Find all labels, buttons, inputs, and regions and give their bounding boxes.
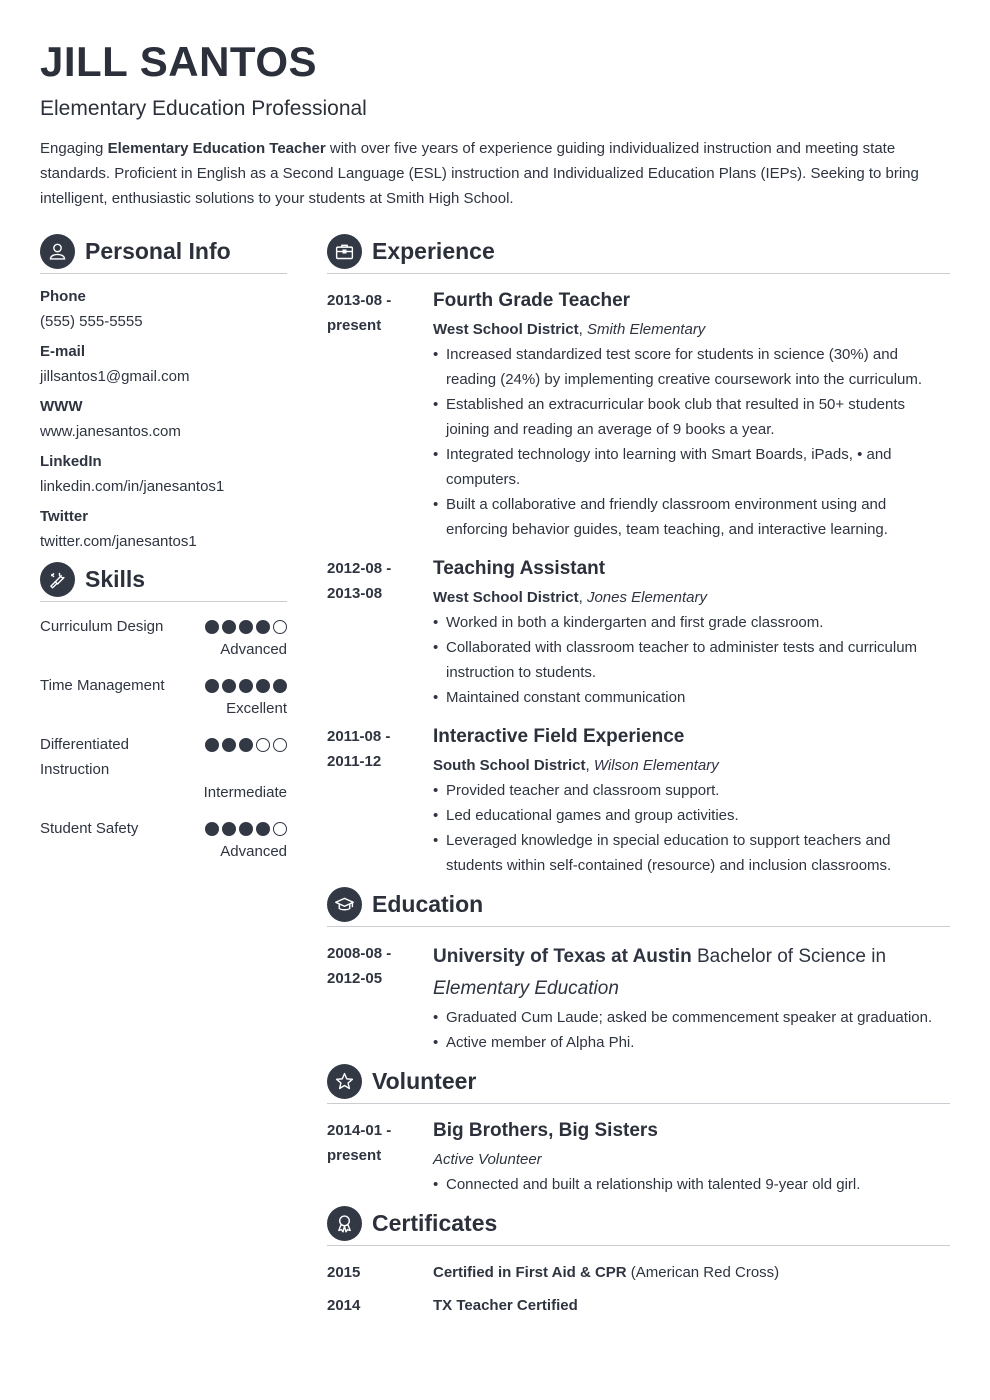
entry-date [327, 556, 433, 710]
rating-dot-filled [205, 822, 219, 836]
summary [40, 136, 940, 211]
star-icon [327, 1064, 362, 1099]
skill-rating [205, 673, 287, 698]
date-start: 2011-08 - [327, 728, 391, 745]
experience-list [327, 274, 950, 878]
skill-level: Advanced [220, 843, 287, 860]
education-header [327, 886, 950, 927]
skill-name: Time Management [40, 677, 165, 694]
rating-dot-filled [273, 679, 287, 693]
certificates-title: Certificates [372, 1209, 498, 1236]
date-end: present [327, 1147, 382, 1164]
email-label: E-mail [40, 343, 86, 360]
summary-bold: Elementary Education Teacher [107, 140, 326, 157]
personal-info-title: Personal Info [85, 237, 231, 264]
rating-dot-filled [239, 738, 253, 752]
personal-info-list [40, 274, 287, 553]
bullet-list [433, 342, 950, 542]
entry-date [327, 941, 433, 1055]
certificates-list [327, 1246, 950, 1316]
bullet-item: • Integrated technology into learning with Smart Boards, iPads, • and computers. [433, 442, 950, 492]
experience-entry [327, 274, 950, 542]
school-name: University of Texas at Austin [433, 946, 692, 967]
left-column [40, 233, 287, 1316]
date-end: present [327, 317, 382, 334]
rating-dot-filled [205, 679, 219, 693]
skill-row [40, 614, 287, 639]
rating-dot-filled [239, 620, 253, 634]
skill-rating [205, 614, 287, 639]
workplace: Jones Elementary [586, 589, 707, 606]
personal-info-item [40, 506, 287, 553]
briefcase-icon [327, 234, 362, 269]
skills-list [40, 602, 287, 863]
job-title: Fourth Grade Teacher [433, 290, 631, 311]
entry-body [433, 1118, 950, 1197]
entry-date [327, 1118, 433, 1197]
ribbon-award-icon [327, 1206, 362, 1241]
workplace: Wilson Elementary [593, 757, 719, 774]
date-start: 2013-08 - [327, 292, 392, 309]
phone-value: (555) 555-5555 [40, 313, 143, 330]
volunteer-title: Volunteer [372, 1067, 477, 1094]
personal-info-item [40, 286, 287, 333]
rating-dot-empty [273, 738, 287, 752]
skill-level: Intermediate [203, 784, 287, 801]
job-title: Teaching Assistant [433, 558, 606, 579]
certificate-name-line [433, 1295, 578, 1316]
bullet-item: • Leveraged knowledge in special education to support teachers and students within self-contained (resource) and inclusion classrooms. [433, 828, 950, 878]
entry-body [433, 724, 950, 878]
experience-header [327, 233, 950, 274]
bullet-item: • Led educational games and group activities. [433, 803, 950, 828]
bullet-list [433, 778, 950, 878]
bullet-item: • Connected and built a relationship with talented 9-year old girl. [433, 1172, 950, 1197]
entry-body [433, 556, 950, 710]
skill-item [40, 804, 287, 863]
summary-prefix: Engaging [40, 140, 108, 157]
graduation-cap-icon [327, 887, 362, 922]
rating-dot-filled [205, 738, 219, 752]
resume-columns [40, 233, 950, 1316]
personal-info-item [40, 451, 287, 498]
skill-rating [205, 732, 287, 782]
skills-title: Skills [85, 565, 146, 592]
volunteer-role-line [433, 1147, 950, 1172]
bullet-item: • Maintained constant communication [433, 685, 950, 710]
date-start: 2014-01 - [327, 1122, 392, 1139]
twitter-value: twitter.com/janesantos1 [40, 533, 197, 550]
date-start: 2012-08 - [327, 560, 392, 577]
experience-title: Experience [372, 237, 495, 264]
skill-name: Differentiated Instruction [40, 736, 129, 778]
right-column [327, 233, 950, 1316]
skill-level: Excellent [226, 700, 287, 717]
education-title: Education [372, 890, 484, 917]
candidate-headline: Elementary Education Professional [40, 97, 367, 120]
volunteer-list [327, 1104, 950, 1197]
bullet-item: • Increased standardized test score for students in science (30%) and reading (24%) by implementing creative coursework into the curriculum. [433, 342, 950, 392]
experience-entry [327, 542, 950, 710]
skill-row [40, 732, 287, 782]
rating-dot-empty [273, 620, 287, 634]
skill-item [40, 602, 287, 661]
organization-name: Big Brothers, Big Sisters [433, 1120, 658, 1141]
bullet-item: • Built a collaborative and friendly classroom environment using and enforcing behavior guides, team teaching, and interactive learning. [433, 492, 950, 542]
rating-dot-filled [256, 822, 270, 836]
certificates-header [327, 1205, 950, 1246]
entry-body [433, 941, 950, 1055]
skill-name: Student Safety [40, 820, 139, 837]
linkedin-label: LinkedIn [40, 453, 102, 470]
volunteer-role: Active Volunteer [433, 1151, 542, 1168]
certificate-entry [327, 1283, 950, 1316]
rating-dot-filled [205, 620, 219, 634]
date-start: 2008-08 - [327, 945, 392, 962]
candidate-name: JILL SANTOS [40, 38, 318, 85]
bullet-list [433, 610, 950, 710]
certificate-name: Certified in First Aid & CPR [433, 1264, 627, 1281]
skills-header [40, 561, 287, 602]
entry-body [433, 288, 950, 542]
certificate-entry [327, 1250, 950, 1283]
volunteer-entry [327, 1104, 950, 1197]
certificate-name-line [433, 1262, 779, 1283]
date-end: 2013-08 [327, 585, 383, 602]
skill-item [40, 661, 287, 720]
phone-label: Phone [40, 288, 86, 305]
employer-line: South School District, Wilson Elementary [433, 757, 719, 774]
bullet-list [433, 1005, 950, 1055]
rating-dot-filled [222, 738, 236, 752]
skill-item [40, 720, 287, 804]
skill-row [40, 673, 287, 698]
bullet-list [433, 1172, 950, 1197]
job-title: Interactive Field Experience [433, 726, 685, 747]
personal-info-header [40, 233, 287, 274]
education-list [327, 927, 950, 1055]
certificate-year: 2015 [327, 1264, 361, 1281]
skills-section [40, 561, 287, 863]
skill-row [40, 816, 287, 841]
skill-name: Curriculum Design [40, 618, 164, 635]
rating-dot-filled [222, 620, 236, 634]
entry-date [327, 724, 433, 878]
degree-name: Bachelor of Science in [691, 946, 887, 967]
rating-dot-filled [239, 822, 253, 836]
field-of-study: Elementary Education [433, 978, 619, 999]
bullet-item: • Established an extracurricular book club that resulted in 50+ students joining and reading an average of 9 books a year. [433, 392, 950, 442]
summary-rest: with over five years of experience guiding individualized instruction and meeting state standards. Proficient in English as a Second Language (ESL) instruction and Individualized Education Plans (IEPs). Seeking to bring intelligent, enthusiastic solutions to your students at Smith High School. [40, 140, 919, 207]
skill-rating [205, 816, 287, 841]
personal-info-item [40, 396, 287, 443]
workplace: Smith Elementary [586, 321, 706, 338]
date-end: 2011-12 [327, 753, 382, 770]
person-icon [40, 234, 75, 269]
entry-date [327, 288, 433, 542]
twitter-label: Twitter [40, 508, 89, 525]
rating-dot-filled [256, 679, 270, 693]
bullet-item: • Active member of Alpha Phi. [433, 1030, 950, 1055]
skill-level: Advanced [220, 641, 287, 658]
bullet-item: • Graduated Cum Laude; asked be commencement speaker at graduation. [433, 1005, 950, 1030]
employer: West School District [433, 321, 579, 338]
bullet-item: • Worked in both a kindergarten and first grade classroom. [433, 610, 950, 635]
rating-dot-filled [222, 679, 236, 693]
certificate-year: 2014 [327, 1297, 361, 1314]
degree-line [433, 941, 950, 1005]
certificate-name: TX Teacher Certified [433, 1297, 578, 1314]
rating-dot-empty [273, 822, 287, 836]
rating-dot-filled [256, 620, 270, 634]
education-entry [327, 927, 950, 1055]
linkedin-value: linkedin.com/in/janesantos1 [40, 478, 225, 495]
tools-icon [40, 562, 75, 597]
rating-dot-filled [222, 822, 236, 836]
date-end: 2012-05 [327, 970, 383, 987]
experience-entry [327, 710, 950, 878]
email-value: jillsantos1@gmail.com [40, 368, 190, 385]
employer-line: West School District, Smith Elementary [433, 321, 706, 338]
volunteer-header [327, 1063, 950, 1104]
employer: South School District [433, 757, 586, 774]
rating-dot-filled [239, 679, 253, 693]
website-label: WWW [40, 398, 83, 415]
rating-dot-empty [256, 738, 270, 752]
bullet-item: • Provided teacher and classroom support. [433, 778, 950, 803]
certificate-issuer: (American Red Cross) [626, 1264, 780, 1281]
bullet-item: • Collaborated with classroom teacher to administer tests and curriculum instruction to students. [433, 635, 950, 685]
employer: West School District [433, 589, 579, 606]
website-value: www.janesantos.com [40, 423, 181, 440]
employer-line: West School District, Jones Elementary [433, 589, 707, 606]
personal-info-item [40, 341, 287, 388]
